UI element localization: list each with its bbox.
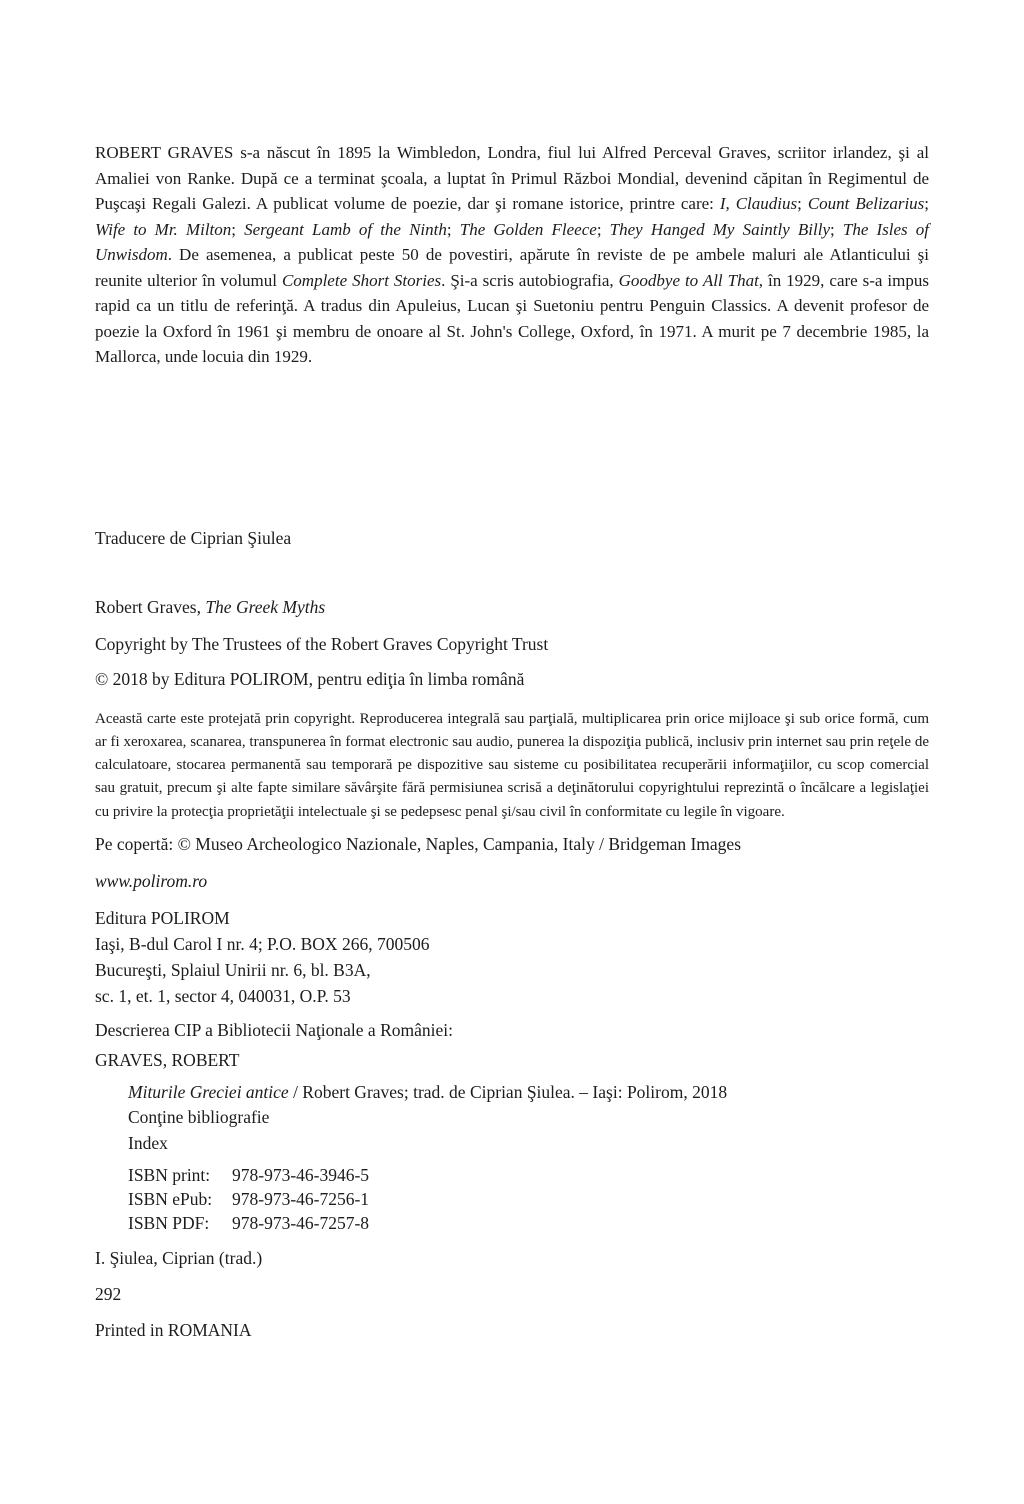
copyright-romanian-edition-line: © 2018 by Editura POLIROM, pentru ediţia în limba română [95, 668, 525, 689]
cip-author: GRAVES, ROBERT [95, 1049, 240, 1070]
isbn-pdf-label: ISBN PDF: [128, 1213, 210, 1234]
cip-translator-line: I. Şiulea, Ciprian (trad.) [95, 1248, 263, 1269]
publisher-address-line-sector: sc. 1, et. 1, sector 4, 040031, O.P. 53 [95, 985, 351, 1006]
cover-credit-line: Pe copertă: © Museo Archeologico Nazionale, Naples, Campania, Italy / Bridgeman Images [95, 833, 742, 854]
translator-line: Traducere de Ciprian Şiulea [95, 527, 292, 548]
copyright-trust-line: Copyright by The Trustees of the Robert Graves Copyright Trust [95, 633, 549, 654]
printed-in-line: Printed in ROMANIA [95, 1320, 252, 1341]
isbn-print-label: ISBN print: [128, 1165, 211, 1186]
publisher-name: Editura POLIROM [95, 907, 230, 928]
page-count: 292 [95, 1284, 122, 1305]
isbn-print-row [128, 1163, 929, 1187]
isbn-block [128, 1163, 929, 1235]
cip-entry-line: Miturile Greciei antice / Robert Graves; trad. de Ciprian Şiulea. – Iaşi: Polirom, 2018 [128, 1081, 728, 1102]
isbn-pdf-value: 978-973-46-7257-8 [232, 1213, 370, 1234]
legal-notice-paragraph: Această carte este protejată prin copyright. Reproducerea integrală sau parţială, multiplicarea prin orice mijloace şi sub orice formă, cum ar fi xeroxarea, scanarea, transpunerea în format electronic sau audio, punerea la dispoziţia publică, inclusiv prin internet sau prin reţele de calculatoare, stocarea permanentă sau temporară pe dispozitive sau sisteme cu posibilitatea recuperării informaţiilor, cu scop comercial sau gratuit, precum şi alte fapte similare săvârşite fără permisiunea scrisă a deţinătorului copyrightului reprezintă o încălcare a legislaţiei cu privire la protecţia proprietăţii intelectuale şi se pedepsesc penal şi/sau civil în conformitate cu legile în vigoare. [95, 710, 929, 820]
publisher-address-block [95, 905, 929, 1009]
isbn-epub-value: 978-973-46-7256-1 [232, 1189, 370, 1210]
publisher-address-line-bucuresti: Bucureşti, Splaiul Unirii nr. 6, bl. B3A, [95, 959, 371, 980]
isbn-epub-row [128, 1187, 929, 1211]
cip-entry-block [128, 1080, 929, 1157]
cip-note-index: Index [128, 1132, 168, 1153]
isbn-print-value: 978-973-46-3946-5 [232, 1165, 370, 1186]
isbn-pdf-row [128, 1211, 929, 1235]
cip-heading: Descrierea CIP a Bibliotecii Naţionale a României: [95, 1019, 453, 1040]
cip-note-bibliography: Conţine bibliografie [128, 1107, 270, 1128]
isbn-epub-label: ISBN ePub: [128, 1189, 213, 1210]
publisher-address-line-iasi: Iaşi, B-dul Carol I nr. 4; P.O. BOX 266, 700506 [95, 933, 430, 954]
publisher-website: www.polirom.ro [95, 870, 208, 891]
original-title-line: Robert Graves, The Greek Myths [95, 596, 326, 617]
author-bio-paragraph: ROBERT GRAVES s-a născut în 1895 la Wimbledon, Londra, fiul lui Alfred Perceval Graves, scriitor irlandez, şi al Amaliei von Ranke. După ce a terminat şcoala, a luptat în Primul Război Mondial, devenind căpitan în Regimentul de Puşcaşi Regali Galezi. A publicat volume de poezie, dar şi romane istorice, printre care: I, Claudius; Count Belizarius; Wife to Mr. Milton; Sergeant Lamb of the Ninth; The Golden Fleece; They Hanged My Saintly Billy; The Isles of Unwisdom. De asemenea, a publicat peste 50 de povestiri, apărute în reviste de pe ambele maluri ale Atlanticului şi reunite ulterior în volumul Complete Short Stories. Şi-a scris autobiografia, Goodbye to All That, în 1929, care s-a impus rapid ca un titlu de referinţă. A tradus din Apuleius, Lucan şi Suetoniu pentru Penguin Classics. A devenit profesor de poezie la Oxford în 1961 şi membru de onoare al St. John's College, Oxford, în 1971. A murit pe 7 decembrie 1985, la Mallorca, unde locuia din 1929. [95, 143, 930, 366]
